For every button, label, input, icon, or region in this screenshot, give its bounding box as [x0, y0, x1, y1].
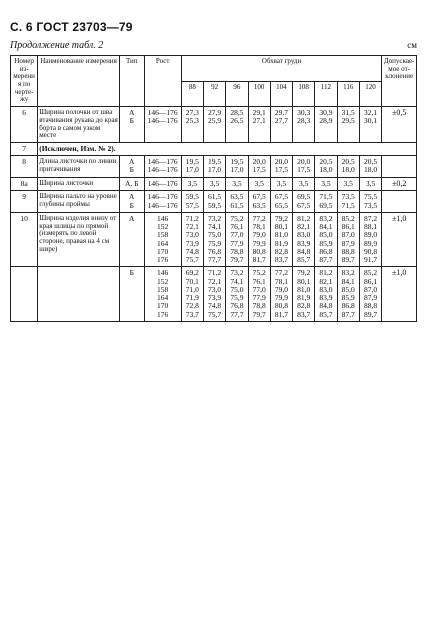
table-top-meta [10, 40, 417, 51]
table-caption: Продолжение табл. 2 [10, 40, 104, 51]
header-col-growth: Рост [144, 56, 181, 107]
table-cell: 67,5 65,5 [270, 191, 292, 213]
row-number: 9 [11, 191, 38, 213]
table-cell: 71,2 72,1 73,0 73,9 74,8 75,7 [181, 212, 203, 267]
row-number: 10 [11, 212, 38, 267]
row-note: (Исключен, Изм. № 2). [38, 142, 417, 155]
table-cell: 27,9 25,9 [203, 107, 225, 143]
header-col-tolerance: Допускае-мое от-клонение [382, 56, 417, 107]
table-cell: 31,5 29,5 [337, 107, 359, 143]
page-header: С. 6 ГОСТ 23703—79 [10, 20, 133, 34]
table-cell: 3,5 [293, 177, 315, 191]
row-number: 8 [11, 156, 38, 178]
table-cell: 73,2 74,1 75,0 75,9 76,8 77,7 [203, 212, 225, 267]
row-tolerance: ±0,2 [382, 177, 417, 191]
table-cell: 75,2 76,1 77,0 77,9 78,8 79,7 [248, 267, 270, 322]
table-cell: 3,5 [359, 177, 381, 191]
table-cell: 20,0 17,5 [293, 156, 315, 178]
table-cell: 67,5 63,5 [248, 191, 270, 213]
row-tolerance: ±1,0 [382, 212, 417, 267]
row-type: А Б [119, 191, 144, 213]
table-row [11, 267, 417, 322]
chest-size-header: 108 [293, 81, 315, 107]
table-head-row-main [11, 56, 417, 82]
table-cell: 73,5 71,5 [337, 191, 359, 213]
unit-mark: см [407, 40, 417, 50]
table-cell: 30,9 28,9 [315, 107, 337, 143]
table-row [11, 191, 417, 213]
table-row-note [11, 142, 417, 155]
row-number [11, 267, 38, 322]
table-body [11, 107, 417, 322]
row-tolerance: ±0,5 [382, 107, 417, 143]
row-name: Ширина пальто на уровне глубины проймы [38, 191, 120, 213]
table-cell: 19,5 17,0 [203, 156, 225, 178]
table-cell: 83,2 84,1 85,0 85,9 86,8 87,7 [337, 267, 359, 322]
chest-size-header: 88 [181, 81, 203, 107]
row-tolerance: ±1,0 [382, 267, 417, 322]
chest-size-header: 116 [337, 81, 359, 107]
table-cell: 20,0 17,5 [248, 156, 270, 178]
table-cell: 3,5 [181, 177, 203, 191]
row-type: А Б [119, 156, 144, 178]
header-group-chest: Обхват груди [181, 56, 382, 82]
table-cell: 81,2 82,1 83,0 83,9 84,8 85,7 [315, 267, 337, 322]
chest-size-header: 112 [315, 81, 337, 107]
table-cell: 79,2 80,1 81,0 81,9 82,8 83,7 [293, 267, 315, 322]
table-cell: 28,5 26,5 [226, 107, 248, 143]
row-type: А Б [119, 107, 144, 143]
chest-size-header: 96 [226, 81, 248, 107]
row-tolerance [382, 156, 417, 178]
measurements-table [10, 55, 417, 322]
row-number: 7 [11, 142, 38, 155]
table-cell: 87,2 88,1 89,0 89,9 90,8 91,7 [359, 212, 381, 267]
table-cell: 77,2 78,1 79,0 79,9 80,8 81,7 [248, 212, 270, 267]
table-cell: 77,2 78,1 79,0 79,9 80,8 81,7 [270, 267, 292, 322]
table-cell: 69,5 67,5 [293, 191, 315, 213]
row-growth: 146—176 146—176 [144, 156, 181, 178]
row-name: Длина листочки по линии притачивания [38, 156, 120, 178]
row-name: Ширина листочки [38, 177, 120, 191]
table-cell: 3,5 [337, 177, 359, 191]
header-col-type: Тип [119, 56, 144, 107]
chest-size-header: 104 [270, 81, 292, 107]
table-cell: 3,5 [203, 177, 225, 191]
table-cell: 69,2 70,1 71,0 71,9 72,8 73,7 [181, 267, 203, 322]
row-growth: 146—176 [144, 177, 181, 191]
table-cell: 75,5 73,5 [359, 191, 381, 213]
table-cell: 71,5 69,5 [315, 191, 337, 213]
table-cell: 3,5 [315, 177, 337, 191]
row-growth: 146 152 158 164 170 176 [144, 267, 181, 322]
row-number: 6 [11, 107, 38, 143]
row-type: А [119, 212, 144, 267]
table-cell: 61,5 59,5 [203, 191, 225, 213]
table-cell: 63,5 61,5 [226, 191, 248, 213]
table-cell: 20,5 18,0 [337, 156, 359, 178]
chest-size-header: 100 [248, 81, 270, 107]
row-type: Б [119, 267, 144, 322]
table-cell: 27,3 25,3 [181, 107, 203, 143]
table-cell: 83,2 84,1 85,0 85,9 86,8 87,7 [315, 212, 337, 267]
table-cell: 32,1 30,1 [359, 107, 381, 143]
chest-size-header: 92 [203, 81, 225, 107]
table-cell: 3,5 [270, 177, 292, 191]
table-cell: 59,5 57,5 [181, 191, 203, 213]
row-growth: 146—176 146—176 [144, 191, 181, 213]
table-cell: 29,1 27,1 [248, 107, 270, 143]
table-cell: 71,2 72,1 73,0 73,9 74,8 75,7 [203, 267, 225, 322]
table-cell: 29,7 27,7 [270, 107, 292, 143]
table-head [11, 56, 417, 107]
table-cell: 20,5 18,0 [315, 156, 337, 178]
table-cell: 81,2 82,1 83,0 83,9 84,8 85,7 [293, 212, 315, 267]
table-cell: 85,2 86,1 87,0 87,9 88,8 89,7 [337, 212, 359, 267]
row-growth: 146 152 158 164 170 176 [144, 212, 181, 267]
row-type: А, Б [119, 177, 144, 191]
table-row [11, 107, 417, 143]
header-col-name: Наименование измерения [38, 56, 120, 107]
row-name: Ширина изделия внизу от края шлицы по прямой (измерять по левой стороне, правая на 4 см шире) [38, 212, 120, 267]
row-growth: 146—176 146—176 [144, 107, 181, 143]
table-cell: 73,2 74,1 75,0 75,9 76,8 77,7 [226, 267, 248, 322]
header-col-no: Номер из-мерения по черте-жу [11, 56, 38, 107]
table-row [11, 156, 417, 178]
row-name: Ширина полочки от шва втачивания рукава до края борта в самом узком месте [38, 107, 120, 143]
table-cell: 3,5 [226, 177, 248, 191]
table-cell: 79,2 80,1 81,0 81,9 82,8 83,7 [270, 212, 292, 267]
row-number: 8а [11, 177, 38, 191]
row-tolerance [382, 191, 417, 213]
table-row [11, 212, 417, 267]
table-cell: 20,0 17,5 [270, 156, 292, 178]
row-name [38, 267, 120, 322]
table-cell: 75,2 76,1 77,0 77,9 78,8 79,7 [226, 212, 248, 267]
chest-size-header: 120 [359, 81, 381, 107]
table-row [11, 177, 417, 191]
table-cell: 20,5 18,0 [359, 156, 381, 178]
table-cell: 19,5 17,0 [226, 156, 248, 178]
table-cell: 85,2 86,1 87,0 87,9 88,8 89,7 [359, 267, 381, 322]
table-cell: 19,5 17,0 [181, 156, 203, 178]
table-cell: 30,3 28,3 [293, 107, 315, 143]
table-cell: 3,5 [248, 177, 270, 191]
